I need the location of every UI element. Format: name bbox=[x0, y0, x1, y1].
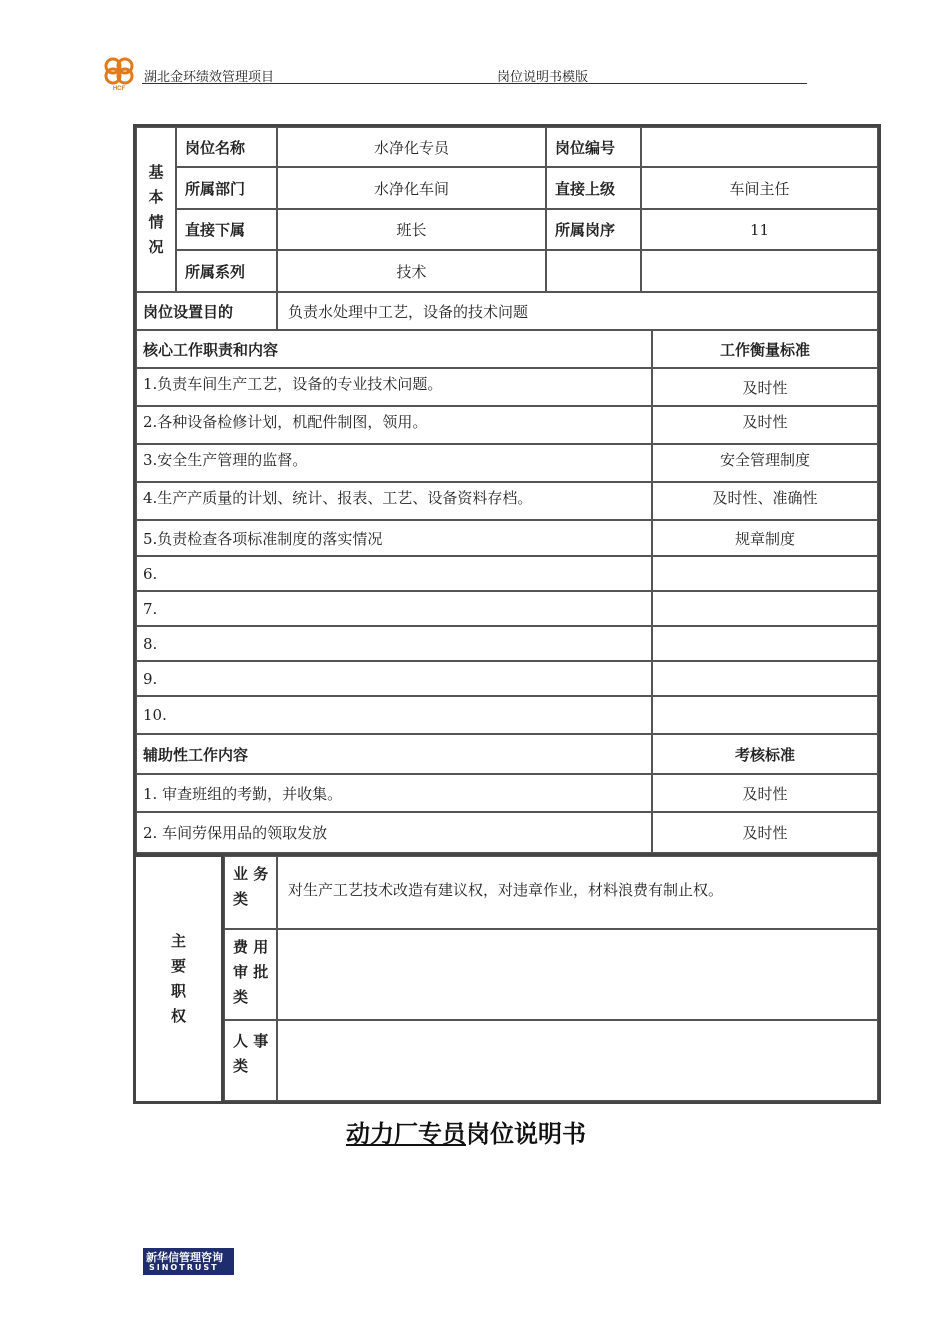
auxiliary-standard: 及时性 bbox=[652, 812, 878, 853]
core-duty-standard: 及时性 bbox=[652, 368, 878, 406]
core-duties-header: 核心工作职责和内容 bbox=[136, 330, 652, 368]
position-code-label: 岗位编号 bbox=[546, 127, 641, 167]
hcf-logo-icon bbox=[101, 55, 137, 91]
position-name-value: 水净化专员 bbox=[277, 127, 546, 167]
core-duty-row: 1.负责车间生产工艺，设备的专业技术问题。 bbox=[136, 368, 652, 406]
job-description-form bbox=[133, 124, 881, 1104]
core-duty-row: 3.安全生产管理的监督。 bbox=[136, 444, 652, 482]
document-title: 动力厂专员岗位说明书 bbox=[346, 1120, 586, 1148]
core-duty-standard bbox=[652, 626, 878, 661]
subordinate-value: 班长 bbox=[277, 209, 546, 250]
core-duty-row: 10. bbox=[136, 696, 652, 734]
core-duty-row: 9. bbox=[136, 661, 652, 696]
core-duty-row: 7. bbox=[136, 591, 652, 626]
core-duty-standard bbox=[652, 661, 878, 696]
authority-expense-text bbox=[277, 929, 878, 1020]
core-duty-standard: 及时性、准确性 bbox=[652, 482, 878, 520]
empty-cell bbox=[641, 250, 878, 292]
authority-personnel-text bbox=[277, 1020, 878, 1101]
position-name-label: 岗位名称 bbox=[176, 127, 277, 167]
sequence-label: 所属岗序 bbox=[546, 209, 641, 250]
position-code-value bbox=[641, 127, 878, 167]
core-duty-standard bbox=[652, 591, 878, 626]
core-duty-row: 2.各种设备检修计划，机配件制图，领用。 bbox=[136, 406, 652, 444]
core-duty-standard bbox=[652, 556, 878, 591]
sequence-value: 11 bbox=[641, 209, 878, 250]
core-duty-row: 5.负责检查各项标准制度的落实情况 bbox=[136, 520, 652, 556]
authority-category-business: 业 务 类 bbox=[224, 856, 277, 929]
subordinate-label: 直接下属 bbox=[176, 209, 277, 250]
basic-info-label: 基 本 情 况 bbox=[136, 127, 176, 292]
auxiliary-header: 辅助性工作内容 bbox=[136, 734, 652, 774]
auxiliary-row: 2. 车间劳保用品的领取发放 bbox=[136, 812, 652, 853]
core-duty-standard: 及时性 bbox=[652, 406, 878, 444]
core-duty-row: 8. bbox=[136, 626, 652, 661]
core-duty-row: 4.生产产质量的计划、统计、报表、工艺、设备资料存档。 bbox=[136, 482, 652, 520]
company-logo bbox=[101, 55, 137, 91]
superior-value: 车间主任 bbox=[641, 167, 878, 209]
authority-label: 主 要 职 权 bbox=[170, 931, 186, 1025]
core-standard-header: 工作衡量标准 bbox=[652, 330, 878, 368]
department-label: 所属部门 bbox=[176, 167, 277, 209]
series-label: 所属系列 bbox=[176, 250, 277, 292]
auxiliary-standard-header: 考核标准 bbox=[652, 734, 878, 774]
authority-category-personnel: 人 事 类 bbox=[224, 1020, 277, 1101]
svg-text:HCF: HCF bbox=[112, 86, 126, 91]
auxiliary-standard: 及时性 bbox=[652, 774, 878, 812]
header-divider bbox=[142, 83, 807, 84]
authority-category-expense: 费 用 审 批 类 bbox=[224, 929, 277, 1020]
sinotrust-logo: 新华信管理咨询 SINOTRUST bbox=[143, 1248, 234, 1275]
authority-business-text: 对生产工艺技术改造有建议权，对违章作业，材料浪费有制止权。 bbox=[277, 856, 878, 929]
document-type: 岗位说明书模版 bbox=[497, 70, 589, 85]
department-value: 水净化车间 bbox=[277, 167, 546, 209]
company-name: 湖北金环绩效管理项目 bbox=[144, 70, 275, 85]
auxiliary-row: 1. 审查班组的考勤，并收集。 bbox=[136, 774, 652, 812]
superior-label: 直接上级 bbox=[546, 167, 641, 209]
core-duty-standard: 规章制度 bbox=[652, 520, 878, 556]
core-duty-standard bbox=[652, 696, 878, 734]
empty-cell bbox=[546, 250, 641, 292]
purpose-label: 岗位设置目的 bbox=[136, 292, 277, 330]
purpose-text: 负责水处理中工艺，设备的技术问题 bbox=[277, 292, 878, 330]
core-duty-row: 6. bbox=[136, 556, 652, 591]
core-duty-standard: 安全管理制度 bbox=[652, 444, 878, 482]
series-value: 技术 bbox=[277, 250, 546, 292]
